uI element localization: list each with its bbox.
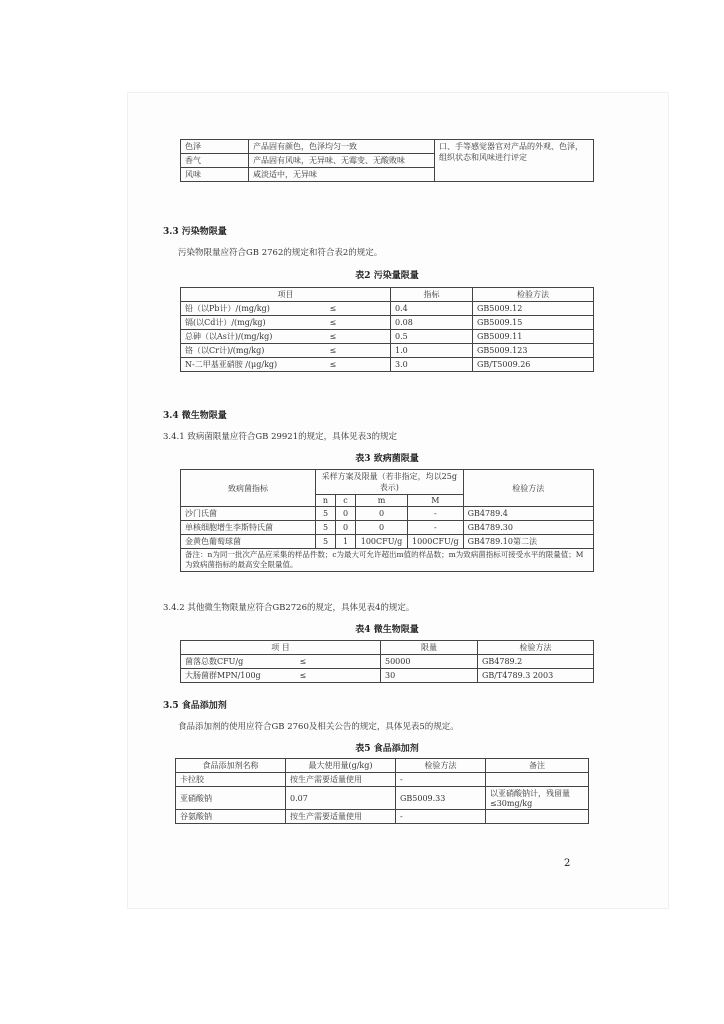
table-cell: 咸淡适中，无异味 xyxy=(249,168,435,182)
table-caption: 表5 食品添加剂 xyxy=(355,744,419,754)
table-row xyxy=(181,507,594,521)
table-cell: 5 xyxy=(316,507,336,521)
table-row xyxy=(181,669,594,683)
table-cell: 0.08 xyxy=(391,316,473,330)
seal-stamp xyxy=(646,460,668,570)
table-cell: GB4789.2 xyxy=(478,655,594,669)
header-cell: 项 目 xyxy=(181,641,381,655)
header-cell: 指标 xyxy=(391,288,473,302)
table-cell: 1 xyxy=(336,535,356,549)
header-cell: 最大使用量(g/kg) xyxy=(286,759,396,773)
header-cell: 检验方法 xyxy=(463,470,593,507)
table-cell: 菌落总数CFU/g xyxy=(181,655,296,669)
table-cell: 铅（以Pb计）/(mg/kg) xyxy=(181,302,326,316)
table-cell: GB4789.10第二法 xyxy=(463,535,593,549)
header-cell: 检验方法 xyxy=(396,759,486,773)
header-cell: n xyxy=(316,495,336,507)
table-cell: 0.4 xyxy=(391,302,473,316)
table-cell: - xyxy=(396,810,486,824)
page-number: 2 xyxy=(564,858,571,869)
table-row xyxy=(181,316,594,330)
table-cell: 0 xyxy=(356,521,408,535)
table-cell: 亚硝酸钠 xyxy=(176,787,286,810)
header-cell: M xyxy=(408,495,464,507)
table-cell: N-二甲基亚硝胺 /(μg/kg) xyxy=(181,358,326,372)
table-cell: - xyxy=(408,507,464,521)
table-cell: 镉(以Cd计）/(mg/kg) xyxy=(181,316,326,330)
table-cell: 按生产需要适量使用 xyxy=(286,810,396,824)
table-caption: 表3 致病菌限量 xyxy=(355,454,419,464)
header-cell: m xyxy=(356,495,408,507)
paragraph: 3.4.1 致病菌限量应符合GB 29921的规定，具体见表3的规定 xyxy=(163,432,398,442)
paragraph: 3.4.2 其他微生物限量应符合GB2726的规定，具体见表4的规定。 xyxy=(163,603,415,613)
table-caption: 表2 污染量限量 xyxy=(355,271,419,281)
table-row xyxy=(181,535,594,549)
table-cell: 按生产需要适量使用 xyxy=(286,773,396,787)
table-row xyxy=(181,140,594,154)
table-cell: GB/T5009.26 xyxy=(473,358,594,372)
pathogen-table xyxy=(180,469,594,572)
header-cell: c xyxy=(336,495,356,507)
table-cell xyxy=(486,810,589,824)
table-header-row xyxy=(176,759,589,773)
header-cell: 限量 xyxy=(381,641,478,655)
header-cell: 检验方法 xyxy=(473,288,594,302)
table-cell: 以亚硝酸钠计，残留量≤30mg/kg xyxy=(486,787,589,810)
table-header-row xyxy=(181,641,594,655)
table-cell: 0 xyxy=(336,521,356,535)
table-row xyxy=(181,549,594,572)
table-header-row xyxy=(181,288,594,302)
table-cell: GB5009.123 xyxy=(473,344,594,358)
table-cell: 50000 xyxy=(381,655,478,669)
section-heading: 3.3 污染物限量 xyxy=(163,227,227,237)
table-cell: 单核细胞增生李斯特氏菌 xyxy=(181,521,316,535)
table-cell: 0 xyxy=(336,507,356,521)
table-cell: 铬（以Cr计)/(mg/kg) xyxy=(181,344,326,358)
header-cell: 检验方法 xyxy=(478,641,594,655)
table-row xyxy=(181,330,594,344)
table-row xyxy=(181,302,594,316)
table-cell: 大肠菌群MPN/100g xyxy=(181,669,296,683)
table-cell: 产品固有风味，无异味、无霉变、无酸败味 xyxy=(249,154,435,168)
table-cell: ≤ xyxy=(326,302,391,316)
table-cell: GB4789.4 xyxy=(463,507,593,521)
table-cell: ≤ xyxy=(296,669,381,683)
table-cell: 3.0 xyxy=(391,358,473,372)
table-cell: 色泽 xyxy=(181,140,249,154)
table-cell: 0.5 xyxy=(391,330,473,344)
table-cell: - xyxy=(408,521,464,535)
table-cell: 香气 xyxy=(181,154,249,168)
table-cell: GB5009.33 xyxy=(396,787,486,810)
table-cell: 谷氨酸钠 xyxy=(176,810,286,824)
additive-table xyxy=(175,758,589,824)
table-row xyxy=(176,810,589,824)
table-row xyxy=(181,358,594,372)
table-cell: 1.0 xyxy=(391,344,473,358)
table-cell: ≤ xyxy=(326,344,391,358)
table-cell: GB5009.15 xyxy=(473,316,594,330)
table-row xyxy=(181,521,594,535)
table-cell: 100CFU/g xyxy=(356,535,408,549)
table-cell: 金黄色葡萄球菌 xyxy=(181,535,316,549)
table-row xyxy=(176,787,589,810)
method-cell: 口、手等感觉器官对产品的外观、色泽，组织状态和风味进行评定 xyxy=(435,140,594,182)
header-cell: 采样方案及限量（若非指定，均以25g表示) xyxy=(316,470,464,495)
table-cell: ≤ xyxy=(296,655,381,669)
table-cell xyxy=(486,773,589,787)
table-cell: GB5009.11 xyxy=(473,330,594,344)
table-row xyxy=(181,655,594,669)
table-header-row xyxy=(181,470,594,495)
header-cell: 项目 xyxy=(181,288,391,302)
section-heading: 3.4 微生物限量 xyxy=(163,411,227,421)
table-cell: 5 xyxy=(316,535,336,549)
section-heading: 3.5 食品添加剂 xyxy=(163,701,227,711)
table-row xyxy=(181,344,594,358)
table-cell: 0.07 xyxy=(286,787,396,810)
table-cell: 产品固有颜色，色泽均匀一致 xyxy=(249,140,435,154)
header-cell: 食品添加剂名称 xyxy=(176,759,286,773)
table-cell: 30 xyxy=(381,669,478,683)
paragraph: 污染物限量应符合GB 2762的规定和符合表2的规定。 xyxy=(178,248,383,258)
table-cell: ≤ xyxy=(326,330,391,344)
sensory-table xyxy=(180,139,594,182)
table-cell: 风味 xyxy=(181,168,249,182)
microbe-table xyxy=(180,640,594,683)
paragraph: 食品添加剂的使用应符合GB 2760及相关公告的规定，具体见表5的规定。 xyxy=(178,722,459,732)
table-cell: 5 xyxy=(316,521,336,535)
table-cell: - xyxy=(396,773,486,787)
table-caption: 表4 微生物限量 xyxy=(355,625,419,635)
table-cell: 卡拉胶 xyxy=(176,773,286,787)
table-cell: ≤ xyxy=(326,316,391,330)
table-cell: 0 xyxy=(356,507,408,521)
table-cell: 总砷（以As计)/(mg/kg) xyxy=(181,330,326,344)
table-note: 备注：n为同一批次产品应采集的样品件数；c为最大可允许超出m值的样品数；m为致病菌指标可接受水平的限量值；M为致病菌指标的最高安全限量值。 xyxy=(181,549,594,572)
table-cell: GB4789.30 xyxy=(463,521,593,535)
contaminant-table xyxy=(180,287,594,372)
table-cell: GB/T4789.3 2003 xyxy=(478,669,594,683)
table-row xyxy=(176,773,589,787)
table-cell: GB5009.12 xyxy=(473,302,594,316)
table-cell: 沙门氏菌 xyxy=(181,507,316,521)
table-cell: ≤ xyxy=(326,358,391,372)
header-cell: 致病菌指标 xyxy=(181,470,316,507)
table-cell: 1000CFU/g xyxy=(408,535,464,549)
header-cell: 备注 xyxy=(486,759,589,773)
